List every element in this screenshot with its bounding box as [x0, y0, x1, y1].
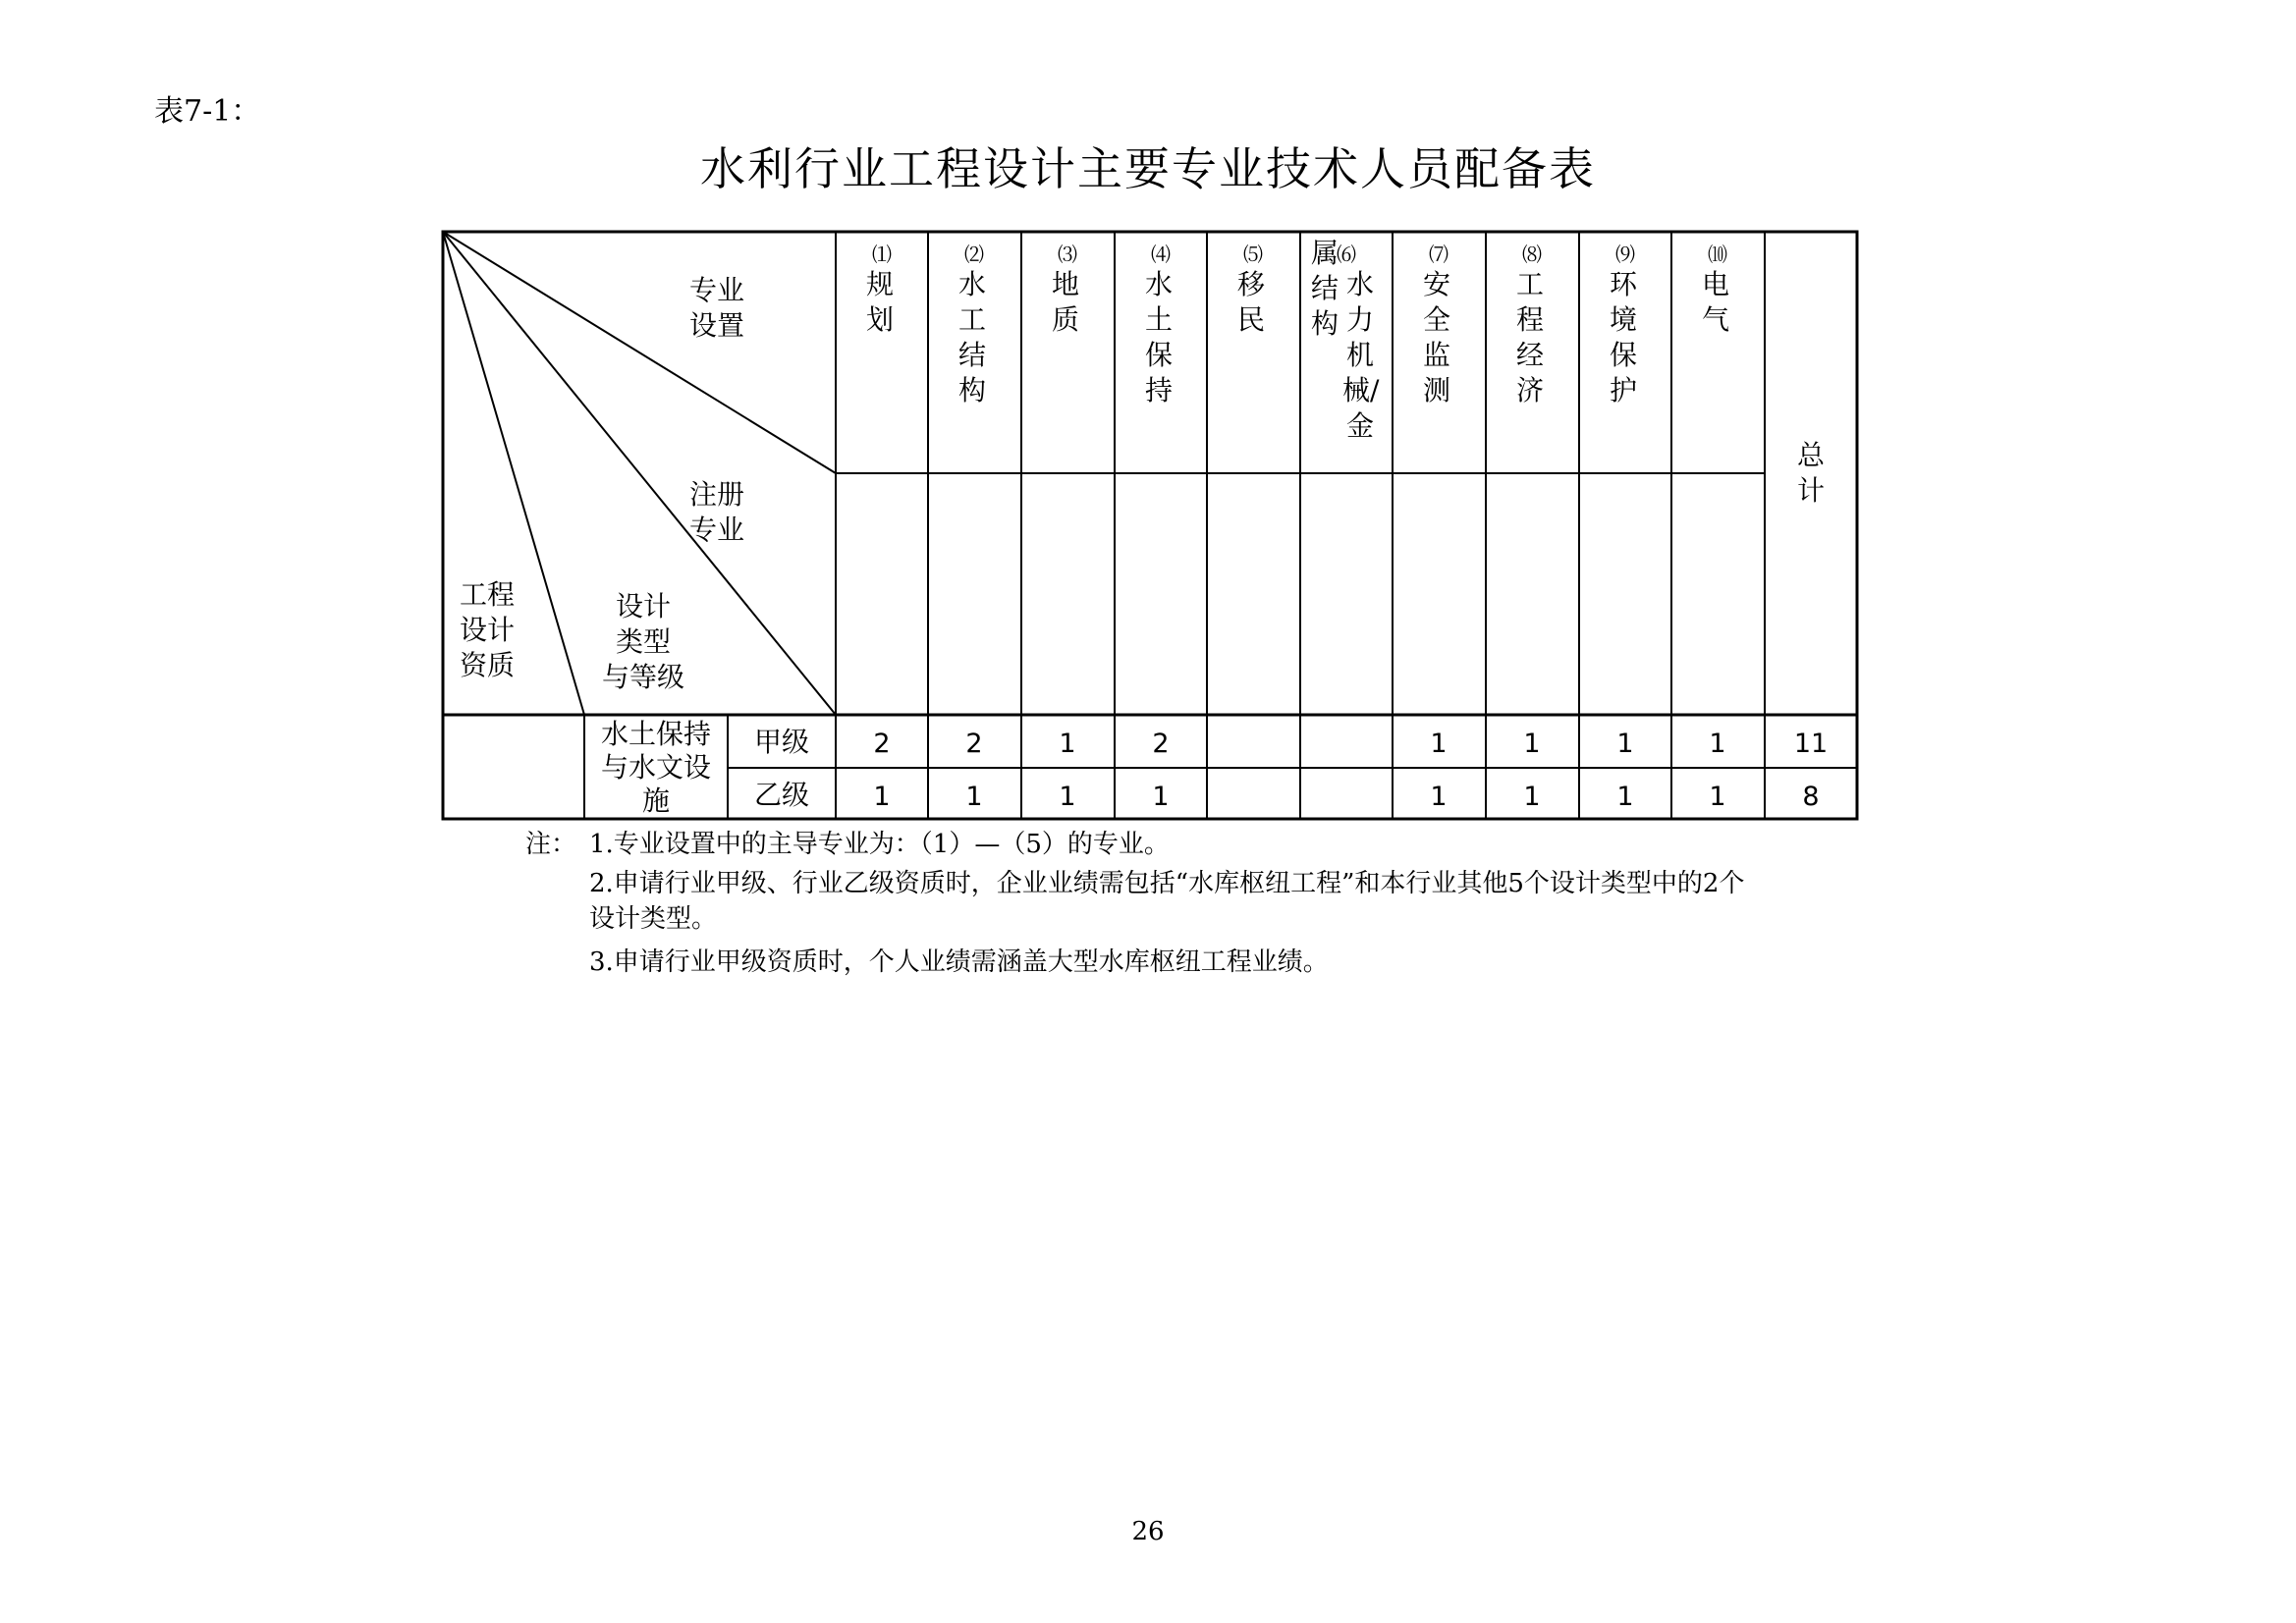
column-label: 地质 — [1051, 268, 1079, 336]
total-cell: 11 — [1793, 729, 1829, 759]
column-number: ⑽ — [1708, 243, 1727, 266]
note-1: 1.专业设置中的主导专业为：（1）—（5）的专业。 — [589, 830, 1170, 859]
page-title: 水利行业工程设计主要专业技术人员配备表 — [700, 142, 1596, 195]
corner-design-type: 设计 类型 与等级 — [601, 590, 684, 693]
table-cell: 1 — [965, 782, 983, 812]
table-cell: 1 — [1616, 782, 1634, 812]
column-label: 移民 — [1236, 268, 1265, 336]
table-cell: 1 — [873, 782, 891, 812]
table-cell: 1 — [1059, 782, 1076, 812]
table-cell: 1 — [1523, 729, 1541, 759]
column-number: ⑻ — [1522, 243, 1542, 266]
page-number: 26 — [1131, 1517, 1165, 1546]
column-number: ⑷ — [1151, 243, 1171, 266]
column-label: 电气 — [1701, 268, 1729, 336]
table-cell: 1 — [1616, 729, 1634, 759]
table-cell: 2 — [873, 729, 891, 759]
column-number: ⑸ — [1243, 243, 1263, 266]
column-number: ⑺ — [1429, 243, 1449, 266]
table-cell: 1 — [1059, 729, 1076, 759]
total-header: 总计 — [1796, 439, 1825, 507]
table-cell: 1 — [1523, 782, 1541, 812]
total-cell: 8 — [1802, 782, 1820, 812]
table-cell: 1 — [1709, 782, 1726, 812]
column-number: ⑴ — [872, 243, 892, 266]
note-2: 2.申请行业甲级、行业乙级资质时，企业业绩需包括“水库枢纽工程”和本行业其他5个设计类型中的2个 — [589, 869, 1745, 898]
table-cell: 1 — [1152, 782, 1170, 812]
column-label: 水土保持 — [1144, 268, 1173, 406]
column-number: ⑼ — [1615, 243, 1635, 266]
column-number: ⑹ — [1337, 243, 1356, 266]
column-label: 工程经济 — [1515, 268, 1544, 406]
column-number: ⑵ — [964, 243, 984, 266]
table-cell: 2 — [1152, 729, 1170, 759]
corner-qualification: 工程 设计 资质 — [459, 578, 515, 681]
note-2-cont: 设计类型。 — [589, 904, 718, 934]
column-label: 环境保护 — [1609, 268, 1637, 406]
corner-major-setting: 专业 设置 — [688, 274, 744, 342]
column-label: 水力机械/金 — [1342, 268, 1380, 442]
table-label: 表7-1： — [154, 94, 261, 129]
grade-cell: 乙级 — [753, 779, 809, 811]
column-number: ⑶ — [1058, 243, 1077, 266]
column-label: 规划 — [865, 268, 894, 336]
table-cell: 2 — [965, 729, 983, 759]
notes-prefix: 注： — [525, 830, 577, 859]
grade-cell: 甲级 — [753, 726, 809, 758]
note-3: 3.申请行业甲级资质时，个人业绩需涵盖大型水库枢纽工程业绩。 — [589, 947, 1329, 977]
corner-registered-major: 注册 专业 — [688, 478, 744, 546]
table-cell: 1 — [1430, 729, 1448, 759]
table-cell: 1 — [1709, 729, 1726, 759]
column-label: 安全监测 — [1422, 268, 1450, 406]
column-label: 水工结构 — [957, 268, 986, 406]
table-cell: 1 — [1430, 782, 1448, 812]
column-label-secondary: 属结构 — [1310, 237, 1339, 340]
row-group-label: 水土保持 与水文设 施 — [600, 718, 711, 817]
